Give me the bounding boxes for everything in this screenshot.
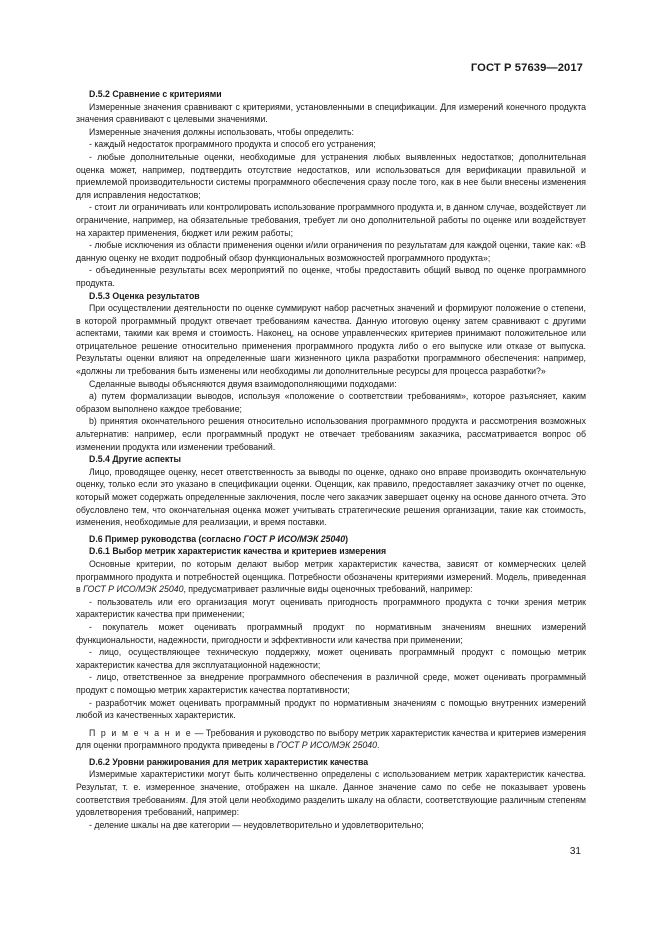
list-item: - пользователь или его организация могут оценивать пригодность программного продукта с точки зрения метрик характеристик качества при применении;: [76, 596, 586, 620]
list-item: - объединенные результаты всех мероприятий по оценке, чтобы предоставить общий вывод по оценке программного продукта.: [76, 265, 586, 288]
paragraph: Измеренные значения должны использовать, чтобы определить:: [89, 126, 354, 137]
note: П р и м е ч а н и е — Требования и руководство по выбору метрик характеристик качества и критериев измерения для оценки программного продукта приведены в ГОСТ Р ИСО/МЭК 25040.: [76, 727, 586, 751]
document-standard-header: ГОСТ Р 57639—2017: [470, 62, 583, 74]
section-d61-title: D.6.1 Выбор метрик характеристик качества и критериев измерения: [89, 546, 387, 557]
section-d62-title: D.6.2 Уровни ранжирования для метрик характеристик качества: [89, 756, 369, 767]
paragraph: Основные критерии, по которым делают выбор метрик характеристик качества, зависят от коммерческих целей программного продукта и потребностей оценщика. Потребности обозначены критериями измерений. Модель, приведенная в ГОСТ Р ИСО/МЭК 25040, предусматривает различные виды оценочных требований, например:: [76, 558, 586, 595]
standard-reference: ГОСТ Р ИСО/МЭК 25040: [83, 584, 184, 595]
standard-reference: ГОСТ Р ИСО/МЭК 25040: [276, 740, 377, 751]
note-label: П р и м е ч а н и е: [89, 727, 193, 738]
list-item: - лицо, осуществляющее техническую поддержку, может оценивать программный продукт с помощью метрик характеристик качества для эксплуатационной надежности;: [76, 647, 586, 670]
list-item: - стоит ли ограничивать или контролировать использование программного продукта и, в данном случае, воздействует ли ограничение, например, на обязательные требования, требует ли оно дополнительной работы по оценке или воздействует на характер применения, бюджет или режим работы;: [76, 202, 586, 238]
paragraph: Сделанные выводы объясняются двумя взаимодополняющими подходами:: [89, 378, 397, 389]
paragraph: Лицо, проводящее оценку, несет ответственность за выводы по оценке, однако оно вправе производить окончательную оценку, только если это указано в спецификации оценки. Оценщик, как правило, предоставляет заказчику отчет по оценке, который может содержать определенные заключения, после чего заказчик завершает оценку на основе данного отчета. Это обусловлено тем, что окончательная оценка может учитывать стратегические решения организации, такие как стоимость, изменения, необходимые для реализации, и время поставки.: [76, 466, 586, 528]
page-number: 31: [569, 846, 581, 857]
document-body: [76, 88, 586, 831]
section-d53-title: D.5.3 Оценка результатов: [89, 290, 200, 301]
paragraph: Измеренные значения сравнивают с критериями, установленными в спецификации. Для измерений конечного продукта значения сравнивают с целевыми значениями.: [76, 101, 586, 125]
list-item: - покупатель может оценивать программный продукт по нормативным значениям внешних измерений функциональности, надежности, пригодности и эффективности или качества при применении;: [76, 621, 586, 645]
list-item: - каждый недостаток программного продукта и способ его устранения;: [89, 139, 376, 150]
list-item: - любые исключения из области применения оценки и/или ограничения по результатам для каждой оценки, такие как: «В данную оценку не входит подробный обзор функциональных возможностей программного продукта»;: [76, 240, 586, 263]
section-d6-title: D.6 Пример руководства (согласно ГОСТ Р ИСО/МЭК 25040): [89, 533, 349, 544]
list-item: - разработчик может оценивать программный продукт по нормативным значениям с помощью внутренних измерений любой из качественных характеристик.: [76, 697, 586, 721]
section-d54-title: D.5.4 Другие аспекты: [89, 454, 182, 465]
paragraph: При осуществлении деятельности по оценке суммируют набор расчетных значений и формируют положение о степени, в которой программный продукт отвечает требованиям качества. Данную итоговую оценку затем сравнивают с другими аспектами, такими как время и стоимость. Наконец, на основе управленческих критериев принимают положительное или отрицательное решение относительно применения программного продукта либо о его выпуске или отказе от выпуска. Результаты оценки влияют на определенные шаги жизненного цикла разработки программного обеспечения: например, «должны ли требования быть изменены или необходимы ли дополнительные ресурсы для процесса разработки?»: [76, 303, 586, 377]
list-item: b) принятия окончательного решения относительно использования программного продукта и рассмотрения возможных альтернатив: например, если программный продукт не отвечает требованиям заказчика, рассматривается вопрос об изменении продукта или изменении требований.: [76, 416, 586, 452]
paragraph: Измеримые характеристики могут быть количественно определены с использованием метрик характеристик качества. Результат, т. е. измеренное значение, отображен на шкале. Данное значение само по себе не показывает уровень соответствия требованиям. Для этой цели необходимо разделить шкалу на области, соответствующие различным степеням удовлетворения требований, например:: [76, 769, 586, 818]
standard-reference: ГОСТ Р ИСО/МЭК 25040: [243, 533, 346, 544]
section-d52-title: D.5.2 Сравнение с критериями: [89, 89, 222, 99]
list-item: - лицо, ответственное за внедрение программного обеспечения в различной среде, может оценивать программный продукт с помощью метрик характеристик качества портативности;: [76, 672, 586, 695]
list-item: - деление шкалы на две категории — неудовлетворительно и удовлетворительно;: [89, 819, 424, 830]
list-item: а) путем формализации выводов, используя «положение о соответствии требованиям», которое разъясняет, каким образом выполнено каждое требование;: [76, 391, 586, 414]
list-item: - любые дополнительные оценки, необходимые для устранения любых выявленных недостатков; дополнительная оценка может, например, подтвердить отсутствие недостатков, или использоваться для верификации правильной и приемлемой производительности системы программного обеспечения сразу после того, как в нее были внесены изменения для исправления недостатков;: [76, 151, 586, 200]
